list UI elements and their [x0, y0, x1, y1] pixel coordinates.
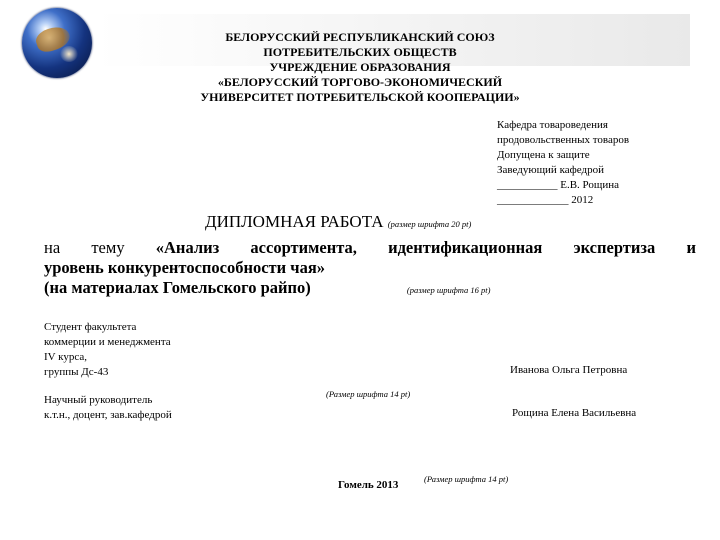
topic-word: тему	[91, 238, 125, 257]
topic-line-3-text: (на материалах Гомельского райпо)	[44, 278, 311, 297]
footer-font-hint: (Размер шрифта 14 pt)	[424, 474, 509, 484]
globe-logo-icon	[22, 8, 92, 78]
supervisor-name: Рощина Елена Васильевна	[512, 407, 637, 419]
student-line: группы Дс-43	[44, 366, 109, 378]
title-text: ДИПЛОМНАЯ РАБОТА	[205, 212, 384, 231]
document-title	[205, 212, 471, 234]
topic-line-3	[44, 278, 696, 300]
thesis-topic	[44, 238, 696, 300]
city-year: Гомель 2013	[338, 479, 399, 491]
topic-word: на	[44, 238, 61, 257]
header-line: «БЕЛОРУССКИЙ ТОРГОВО-ЭКОНОМИЧЕСКИЙ	[217, 75, 503, 89]
topic-line-2-text: уровень конкурентоспособности чая»	[44, 258, 326, 277]
organization-header	[150, 30, 570, 105]
topic-word: и	[686, 238, 696, 257]
student-line: Студент факультета	[44, 321, 137, 333]
supervisor-line: Научный руководитель	[44, 394, 153, 406]
department-line: продовольственных товаров	[497, 134, 630, 146]
supervisor-line: к.т.н., доцент, зав.кафедрой	[44, 409, 172, 421]
topic-line-1	[44, 238, 696, 258]
topic-line-2	[44, 258, 696, 278]
department-line: ___________ Е.В. Рощина	[497, 179, 620, 191]
title-font-hint: (размер шрифта 20 pt)	[387, 219, 472, 229]
header-line: ПОТРЕБИТЕЛЬСКИХ ОБЩЕСТВ	[263, 45, 457, 59]
department-line: Допущена к защите	[497, 149, 590, 161]
topic-word: «Анализ	[155, 238, 220, 257]
student-line: коммерции и менеджмента	[44, 336, 171, 348]
header-line: УНИВЕРСИТЕТ ПОТРЕБИТЕЛЬСКОЙ КООПЕРАЦИИ»	[200, 90, 520, 104]
student-name: Иванова Ольга Петровна	[510, 364, 628, 376]
department-line: _____________ 2012	[497, 194, 594, 206]
student-line: IV курса,	[44, 351, 87, 363]
supervisor-info	[44, 393, 284, 423]
department-approval-block	[497, 118, 697, 208]
student-info	[44, 320, 244, 380]
topic-word: экспертиза	[573, 238, 656, 257]
topic-word: ассортимента,	[250, 238, 357, 257]
department-line: Кафедра товароведения	[497, 119, 608, 131]
supervisor-font-hint: (Размер шрифта 14 pt)	[326, 389, 411, 399]
header-line: УЧРЕЖДЕНИЕ ОБРАЗОВАНИЯ	[269, 60, 451, 74]
topic-word: идентификационная	[388, 238, 543, 257]
header-line: БЕЛОРУССКИЙ РЕСПУБЛИКАНСКИЙ СОЮЗ	[225, 30, 495, 44]
topic-font-hint: (размер шрифта 16 pt)	[406, 285, 491, 295]
department-line: Заведующий кафедрой	[497, 164, 604, 176]
